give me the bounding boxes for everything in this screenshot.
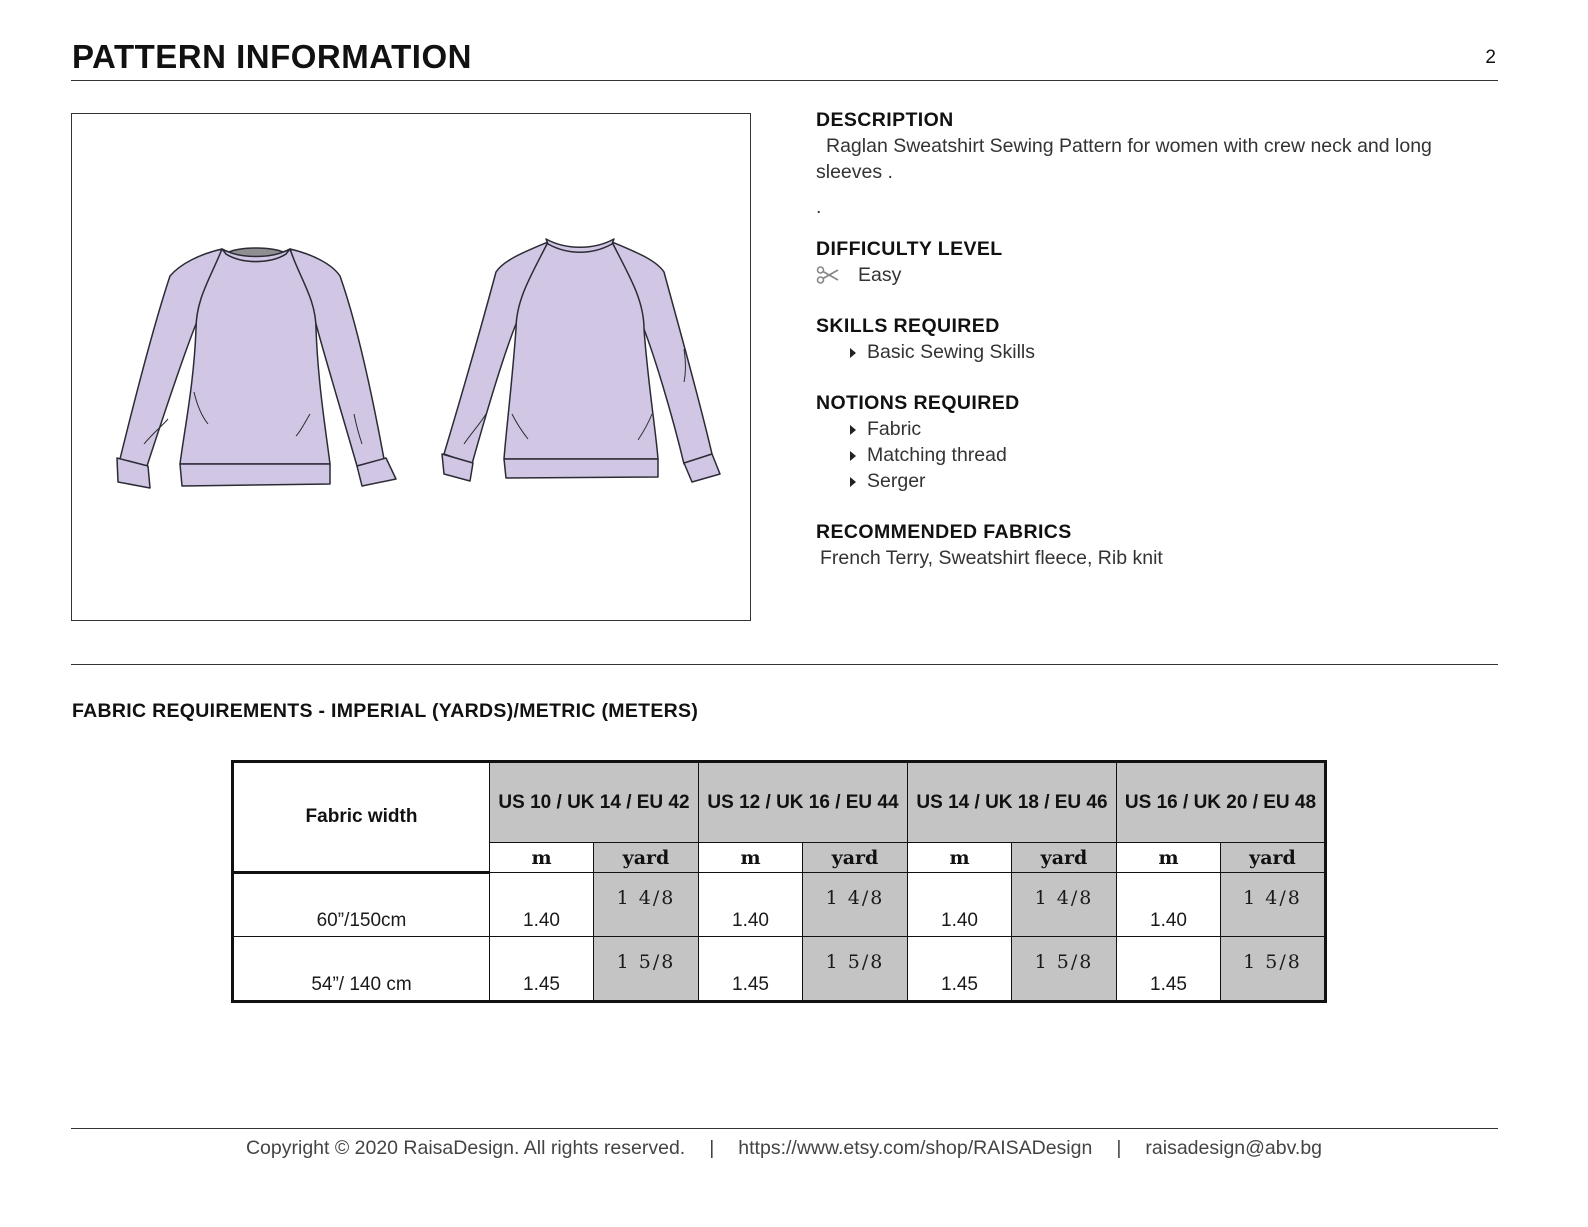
meters-cell: 1.40 [490,873,594,937]
difficulty-level: Easy [858,264,902,286]
difficulty-heading: DIFFICULTY LEVEL [816,238,1003,260]
yards-cell: 1 4/8 [1221,873,1326,937]
yards-cell: 1 4/8 [803,873,908,937]
list-item: Serger [850,468,1496,494]
size-header: US 12 / UK 16 / EU 44 [699,762,908,843]
list-item: Fabric [850,416,1496,442]
bullet-arrow-icon [850,451,856,461]
unit-yard-header: yard [1012,843,1117,873]
fabric-requirements-heading: FABRIC REQUIREMENTS - IMPERIAL (YARDS)/METRIC (METERS) [72,700,699,722]
fabric-requirements-table [231,760,1327,1003]
footer-separator: | [709,1137,715,1159]
yards-cell: 1 5/8 [1012,937,1117,1002]
bullet-arrow-icon [850,348,856,358]
description-dot: . [816,196,822,218]
meters-cell: 1.45 [908,937,1012,1002]
description-section [816,108,1496,218]
skills-heading: SKILLS REQUIRED [816,315,1000,337]
size-header: US 14 / UK 18 / EU 46 [908,762,1117,843]
section-divider [71,664,1498,665]
meters-cell: 1.45 [1117,937,1221,1002]
meters-cell: 1.45 [699,937,803,1002]
fabric-width-cell: 54”/ 140 cm [233,937,490,1002]
unit-yard-header: yard [1221,843,1326,873]
notions-heading: NOTIONS REQUIRED [816,392,1020,414]
fabric-width-cell: 60”/150cm [233,873,490,937]
skills-section [816,314,1496,365]
page-title: PATTERN INFORMATION [72,38,472,75]
table-row [233,873,1326,937]
difficulty-section [816,237,1496,288]
fabric-width-header: Fabric width [233,762,490,873]
description-heading: DESCRIPTION [816,109,954,131]
unit-m-header: m [908,843,1012,873]
scissors-icon [816,265,840,285]
unit-yard-header: yard [803,843,908,873]
table-row [233,937,1326,1002]
size-header: US 16 / UK 20 / EU 48 [1117,762,1326,843]
list-item: Matching thread [850,442,1496,468]
shop-link[interactable]: https://www.etsy.com/shop/RAISADesign [738,1137,1093,1159]
bullet-arrow-icon [850,425,856,435]
unit-m-header: m [699,843,803,873]
yards-cell: 1 5/8 [594,937,699,1002]
header-divider [71,80,1498,81]
meters-cell: 1.40 [699,873,803,937]
fabrics-section [816,520,1496,571]
footer-separator: | [1116,1137,1122,1159]
bullet-arrow-icon [850,477,856,487]
sweatshirt-front-icon [117,248,396,488]
unit-m-header: m [490,843,594,873]
yards-cell: 1 5/8 [1221,937,1326,1002]
copyright-text: Copyright © 2020 RaisaDesign. All rights reserved. [245,1137,686,1159]
footer [0,1137,1568,1160]
meters-cell: 1.40 [1117,873,1221,937]
yards-cell: 1 4/8 [1012,873,1117,937]
notions-section [816,391,1496,494]
sweatshirt-back-icon [442,239,720,482]
meters-cell: 1.40 [908,873,1012,937]
email-link[interactable]: raisadesign@abv.bg [1145,1137,1323,1159]
page-number: 2 [1485,47,1496,68]
unit-m-header: m [1117,843,1221,873]
size-header: US 10 / UK 14 / EU 42 [490,762,699,843]
unit-yard-header: yard [594,843,699,873]
list-item: Basic Sewing Skills [850,339,1496,365]
fabrics-text: French Terry, Sweatshirt fleece, Rib knit [820,547,1163,569]
meters-cell: 1.45 [490,937,594,1002]
footer-divider [71,1128,1498,1129]
yards-cell: 1 5/8 [803,937,908,1002]
description-text: Raglan Sweatshirt Sewing Pattern for women with crew neck and long sleeves . [816,135,1432,183]
yards-cell: 1 4/8 [594,873,699,937]
garment-illustration [71,113,751,621]
fabrics-heading: RECOMMENDED FABRICS [816,521,1072,543]
